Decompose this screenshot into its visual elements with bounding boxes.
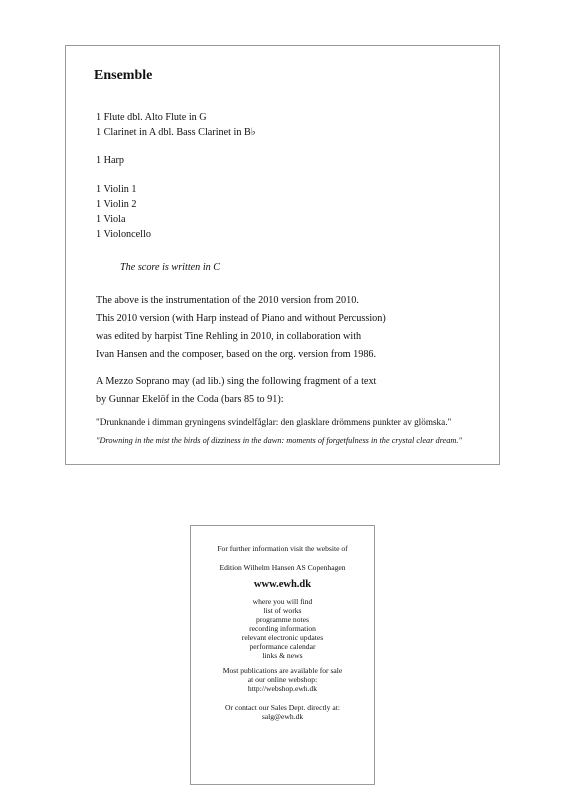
contact-email[interactable]: salg@ewh.dk bbox=[261, 712, 304, 721]
paragraph-line-1: The above is the instrumentation of the 2010 version from 2010. bbox=[96, 295, 359, 306]
quote-swedish: "Drunknande i dimman gryningens svindelfåglar: den glasklare drömmens punkter av glömska." bbox=[96, 417, 452, 427]
score-note: The score is written in C bbox=[120, 262, 221, 273]
publisher-website[interactable]: www.ewh.dk bbox=[253, 579, 312, 590]
publisher-name: Edition Wilhelm Hansen AS Copenhagen bbox=[219, 563, 346, 572]
instrument-flute: 1 Flute dbl. Alto Flute in G bbox=[96, 112, 207, 123]
paragraph-line-3: was edited by harpist Tine Rehling in 2010, in collaboration with bbox=[96, 331, 362, 342]
publisher-list bbox=[191, 597, 374, 660]
publisher-intro: For further information visit the website of bbox=[217, 544, 348, 553]
ensemble-title: Ensemble bbox=[94, 68, 153, 83]
instrument-clarinet: 1 Clarinet in A dbl. Bass Clarinet in B♭ bbox=[96, 127, 256, 138]
soprano-note-line-1: A Mezzo Soprano may (ad lib.) sing the following fragment of a text bbox=[96, 376, 377, 387]
publisher-list-item: relevant electronic updates bbox=[241, 633, 324, 642]
webshop-line: at our online webshop: bbox=[247, 675, 318, 684]
publisher-list-item: links & news bbox=[262, 651, 303, 660]
paragraph-line-4: Ivan Hansen and the composer, based on the org. version from 1986. bbox=[96, 349, 377, 360]
publisher-list-item: programme notes bbox=[256, 615, 309, 624]
publisher-list-item: list of works bbox=[263, 606, 302, 615]
contact-line: Or contact our Sales Dept. directly at: bbox=[225, 703, 340, 712]
webshop-link[interactable]: http://webshop.ewh.dk bbox=[247, 684, 318, 693]
publisher-list-item: performance calendar bbox=[249, 642, 316, 651]
publisher-webshop bbox=[191, 666, 374, 693]
publisher-list-item: recording information bbox=[249, 624, 316, 633]
publisher-contact bbox=[191, 703, 374, 721]
instrument-violin-2: 1 Violin 2 bbox=[96, 199, 137, 210]
instrument-violoncello: 1 Violoncello bbox=[96, 229, 151, 240]
publisher-panel bbox=[190, 525, 375, 785]
instrument-harp: 1 Harp bbox=[96, 155, 125, 166]
instrument-viola: 1 Viola bbox=[96, 214, 126, 225]
soprano-note-line-2: by Gunnar Ekelöf in the Coda (bars 85 to 91): bbox=[96, 394, 284, 405]
paragraph-line-2: This 2010 version (with Harp instead of Piano and without Percussion) bbox=[96, 313, 386, 324]
instrument-violin-1: 1 Violin 1 bbox=[96, 184, 137, 195]
publisher-list-item: where you will find bbox=[252, 597, 313, 606]
webshop-line: Most publications are available for sale bbox=[222, 666, 343, 675]
quote-english: "Drowning in the mist the birds of dizziness in the dawn: moments of forgetfulness in the crystal clear dream." bbox=[96, 436, 462, 445]
